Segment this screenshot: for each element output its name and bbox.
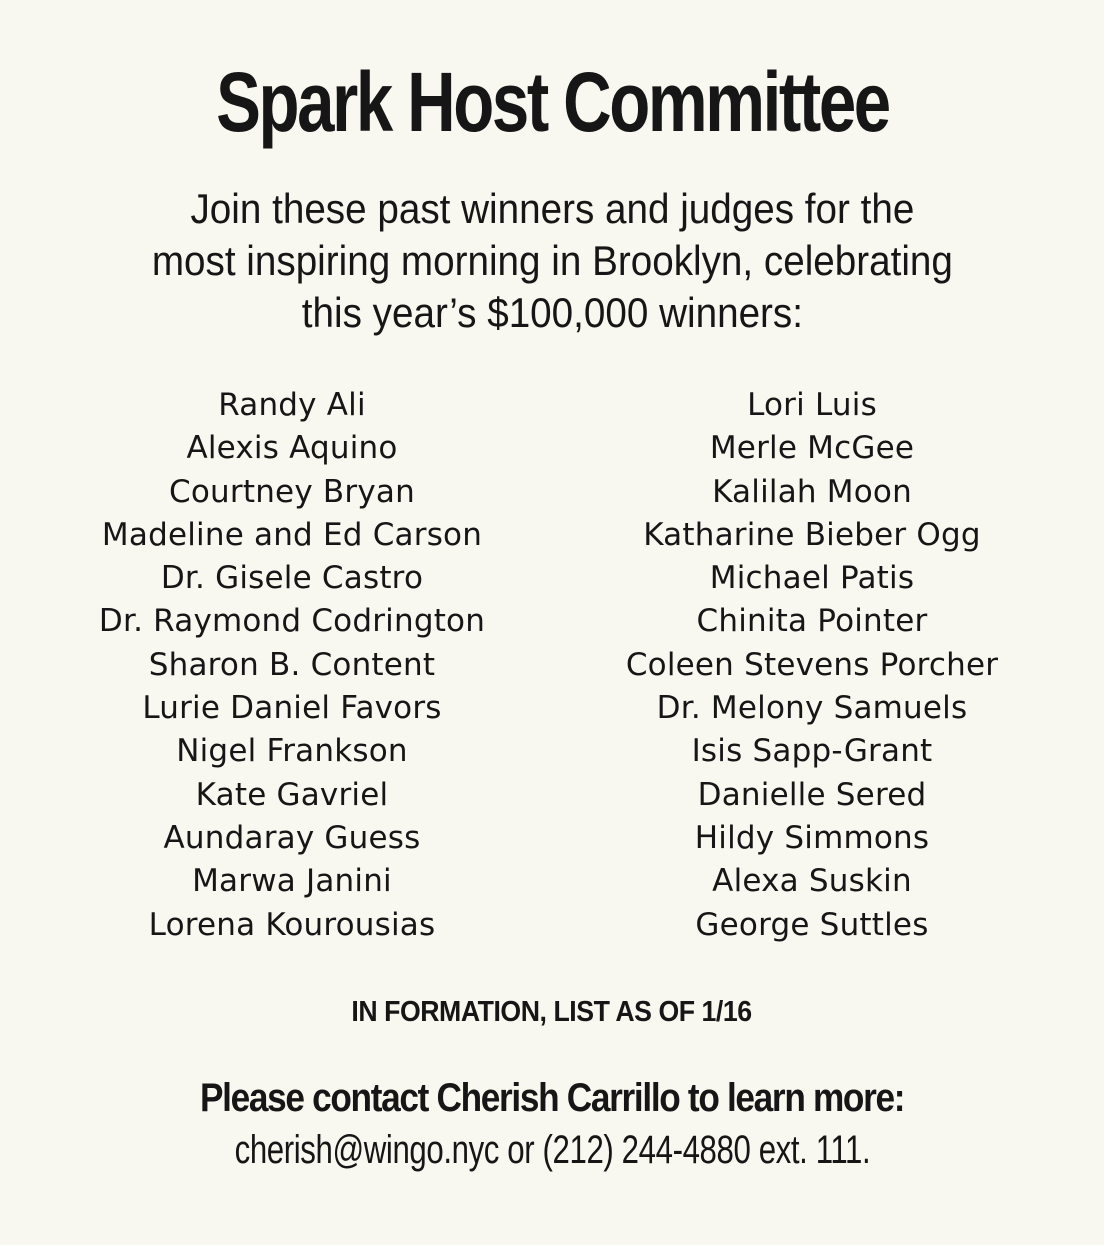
intro-line-text: most inspiring morning in Brooklyn, celebrating: [151, 237, 953, 284]
committee-member: Katharine Bieber Ogg: [643, 516, 981, 553]
committee-member: Nigel Frankson: [176, 733, 408, 770]
contact-heading-container: [0, 1072, 1104, 1124]
intro-line-text: Join these past winners and judges for the: [190, 185, 914, 232]
committee-member: Madeline and Ed Carson: [101, 516, 483, 553]
committee-member: Alexis Aquino: [186, 430, 398, 467]
contact-phone[interactable]: (212) 244-4880 ext. 111.: [542, 1128, 870, 1172]
intro-line-text: this year’s $100,000 winners:: [301, 289, 803, 336]
contact-details-container: [0, 1124, 1104, 1176]
list-status-note-container: [0, 992, 1104, 1032]
committee-member: Kate Gavriel: [195, 776, 389, 813]
committee-member: Coleen Stevens Porcher: [625, 646, 999, 683]
title-container: [0, 52, 1104, 152]
intro-line: [0, 235, 1104, 287]
committee-column-right: [562, 384, 1062, 947]
committee-member: Lurie Daniel Favors: [142, 690, 442, 727]
contact-details: [234, 1124, 870, 1176]
intro-line: [0, 287, 1104, 339]
committee-member: Alexa Suskin: [712, 863, 912, 900]
committee-column-left: [42, 384, 542, 947]
committee-member: Sharon B. Content: [148, 646, 436, 683]
committee-member: Michael Patis: [709, 560, 915, 597]
committee-member: Isis Sapp-Grant: [691, 733, 933, 770]
list-status-note: IN FORMATION, LIST AS OF 1/16: [351, 996, 753, 1028]
committee-member: Danielle Sered: [697, 776, 927, 813]
committee-member: Lori Luis: [747, 387, 877, 423]
committee-member: Aundaray Guess: [163, 819, 421, 856]
contact-email-link[interactable]: cherish@wingo.nyc: [234, 1128, 499, 1172]
committee-member: Lorena Kourousias: [148, 906, 436, 943]
intro-paragraph: [0, 183, 1104, 339]
committee-member: Dr. Gisele Castro: [160, 560, 424, 597]
committee-member: Hildy Simmons: [694, 819, 930, 856]
committee-member: Merle McGee: [709, 430, 915, 467]
committee-member: Marwa Janini: [192, 863, 392, 900]
page-title: Spark Host Committee: [215, 55, 889, 149]
contact-connector: or: [498, 1128, 543, 1172]
committee-member: Chinita Pointer: [696, 603, 928, 640]
intro-line: [0, 183, 1104, 235]
committee-member: Randy Ali: [218, 387, 366, 423]
committee-member: George Suttles: [695, 906, 929, 943]
contact-heading: Please contact Cherish Carrillo to learn more:: [199, 1076, 905, 1120]
committee-member: Courtney Bryan: [169, 473, 415, 510]
committee-member: Dr. Raymond Codrington: [98, 603, 486, 640]
committee-member: Kalilah Moon: [712, 473, 912, 510]
committee-member: Dr. Melony Samuels: [656, 690, 968, 727]
